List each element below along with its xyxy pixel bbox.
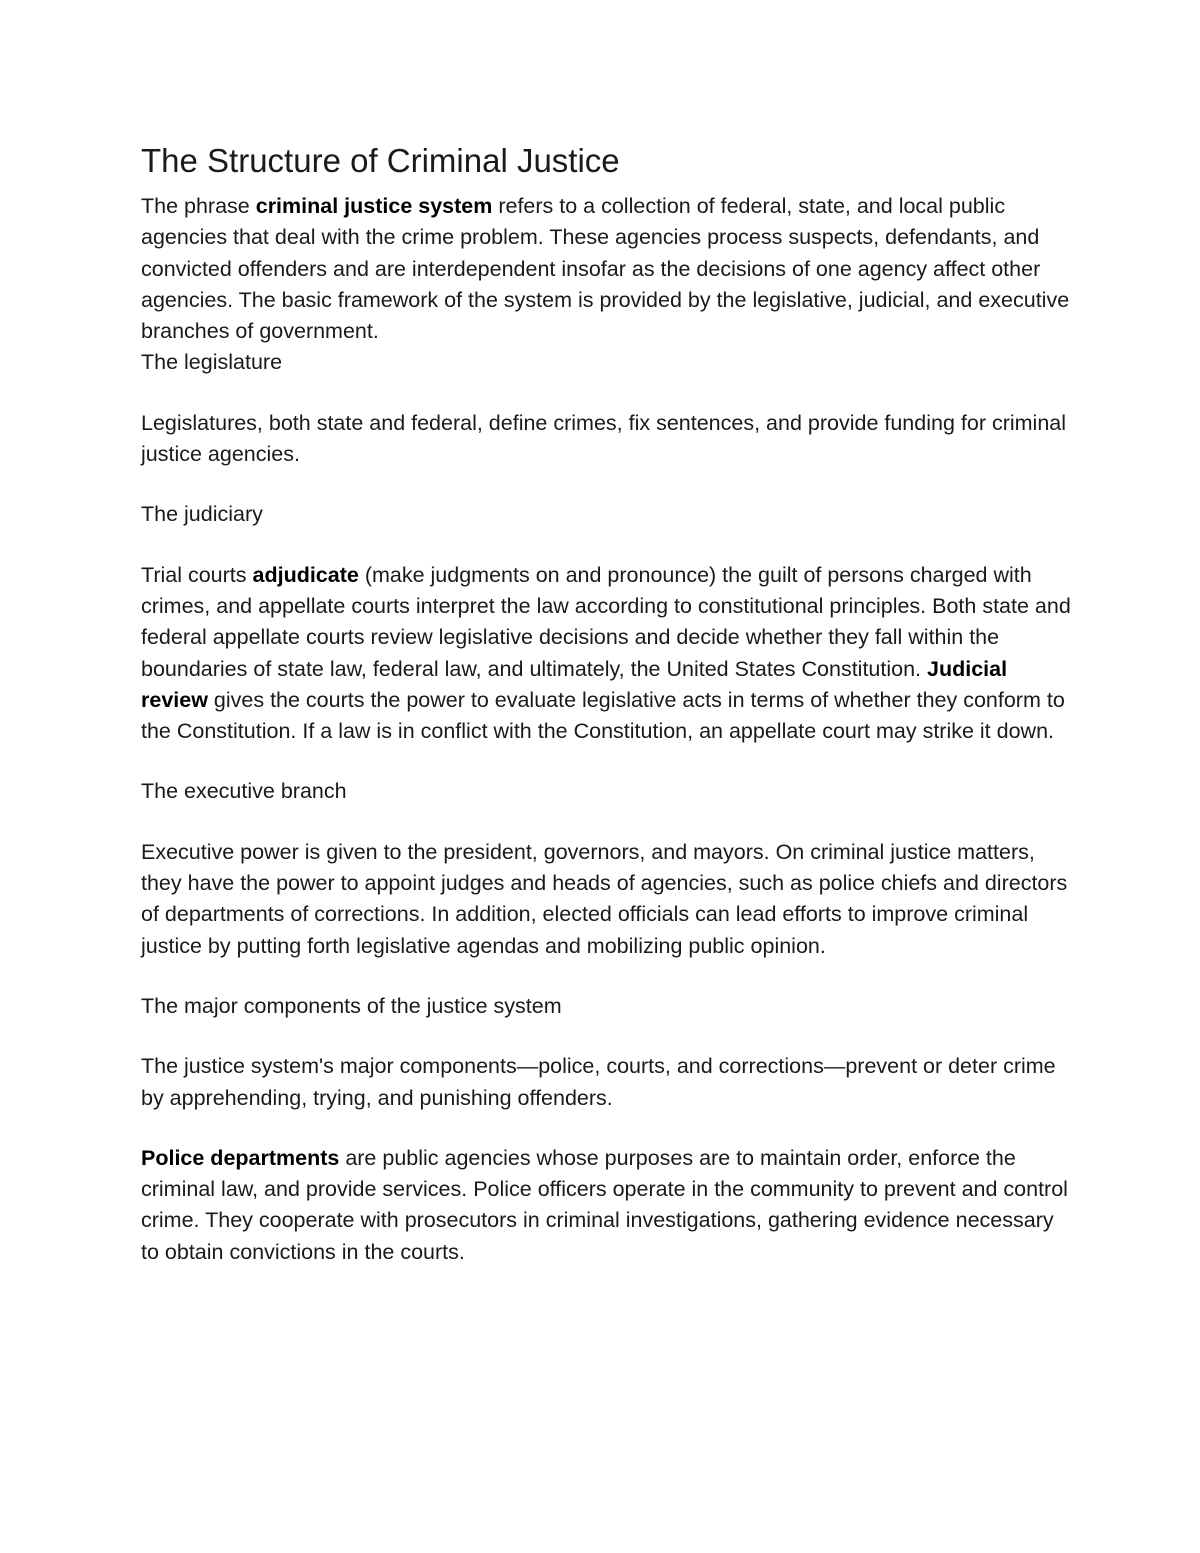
term-police-departments: Police departments [141, 1145, 340, 1170]
spacer [141, 531, 1071, 560]
judiciary-paragraph [141, 560, 1071, 748]
police-text-1: are public agencies whose purposes are to maintain order, enforce the criminal law, and provide services. Police officers operate in the community to prevent and control crime. They cooperate with prosecutors in criminal investigations, gathering evidence necessary to obtain convictions in the courts. [141, 1145, 1068, 1264]
intro-text-2: refers to a collection of federal, state, and local public agencies that deal with the crime problem. These agencies process suspects, defendants, and convicted offenders and are interdependent insofar as the decisions of one agency affect other agencies. The basic framework of the system is provided by the legislative, judicial, and executive branches of government. [141, 194, 1070, 344]
legislature-paragraph: Legislatures, both state and federal, define crimes, fix sentences, and provide funding for criminal justice agencies. [141, 410, 1067, 467]
judiciary-text-3: gives the courts the power to evaluate legislative acts in terms of whether they conform to the Constitution. If a law is in conflict with the Constitution, an appellate court may strike it down. [141, 687, 1065, 744]
police-paragraph [141, 1143, 1071, 1268]
judiciary-text-1: Trial courts [141, 562, 253, 587]
components-paragraph: The justice system's major components—police, courts, and corrections—prevent or deter crime by apprehending, trying, and punishing offenders. [141, 1054, 1056, 1110]
term-criminal-justice-system: criminal justice system [255, 194, 493, 218]
section-heading-judiciary: The judiciary [141, 502, 263, 527]
executive-paragraph: Executive power is given to the president, governors, and mayors. On criminal justice matters, they have the power to appoint judges and heads of agencies, such as police chiefs and directors of departments of corrections. In addition, elected officials can lead efforts to improve criminal justice by putting forth legislative agendas and mobilizing public opinion. [141, 839, 1068, 958]
spacer [141, 1022, 1071, 1051]
section-heading-legislature: The legislature [141, 350, 283, 375]
section-heading-components: The major components of the justice system [141, 993, 562, 1018]
intro-paragraph [141, 191, 1071, 347]
term-adjudicate: adjudicate [252, 562, 359, 587]
intro-text-1: The phrase [141, 194, 256, 218]
section-heading-executive: The executive branch [141, 779, 347, 804]
spacer [141, 379, 1071, 408]
document-title: The Structure of Criminal Justice [141, 142, 620, 179]
document-page [141, 138, 1071, 1268]
spacer [141, 808, 1071, 837]
spacer [141, 962, 1071, 991]
spacer [141, 470, 1071, 499]
term-judicial-review: Judicial review [141, 656, 1008, 712]
spacer [141, 1114, 1071, 1143]
judiciary-text-2: (make judgments on and pronounce) the guilt of persons charged with crimes, and appellate courts interpret the law according to constitutional principles. Both state and federal appellate courts review legislative decisions and decide whether they fall within the boundaries of state law, federal law, and ultimately, the United States Constitution. [141, 562, 1071, 681]
spacer [141, 747, 1071, 776]
